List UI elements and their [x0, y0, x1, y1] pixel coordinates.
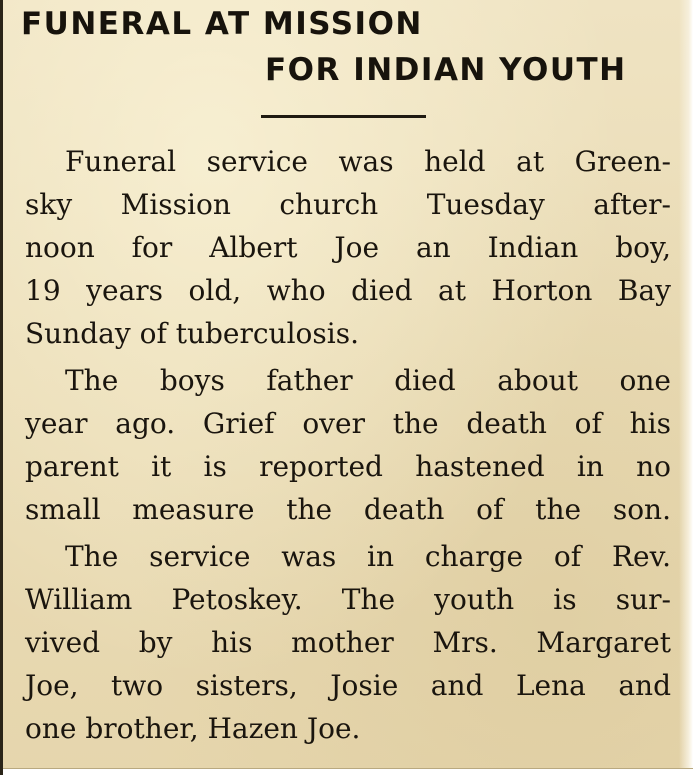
- headline-divider: [261, 115, 426, 118]
- paper-edge: [679, 0, 693, 775]
- paragraph-1-line-5: Sunday of tuberculosis.: [25, 317, 359, 350]
- paragraph-1-line-1: Funeral service was held at Green-: [65, 145, 671, 178]
- paragraph-2-line-4: small measure the death of the son.: [25, 493, 671, 526]
- paragraph-1-line-4: 19 years old, who died at Horton Bay: [25, 274, 671, 307]
- paragraph-1-line-3: noon for Albert Joe an Indian boy,: [25, 231, 671, 264]
- headline-line-1: FUNERAL AT MISSION: [21, 6, 423, 42]
- headline-line-2: FOR INDIAN YOUTH: [265, 52, 627, 88]
- paragraph-3-line-4: Joe, two sisters, Josie and Lena and: [25, 669, 671, 702]
- paragraph-2-line-1: The boys father died about one: [65, 364, 671, 397]
- paragraph-1-line-2: sky Mission church Tuesday after-: [25, 188, 671, 221]
- paragraph-2-line-3: parent it is reported hastened in no: [25, 450, 671, 483]
- paragraph-3-line-5: one brother, Hazen Joe.: [25, 712, 361, 745]
- paragraph-2-line-2: year ago. Grief over the death of his: [25, 407, 671, 440]
- paragraph-3-line-3: vived by his mother Mrs. Margaret: [25, 626, 671, 659]
- paragraph-3-line-2: William Petoskey. The youth is sur-: [25, 583, 671, 616]
- paragraph-3-line-1: The service was in charge of Rev.: [65, 540, 671, 573]
